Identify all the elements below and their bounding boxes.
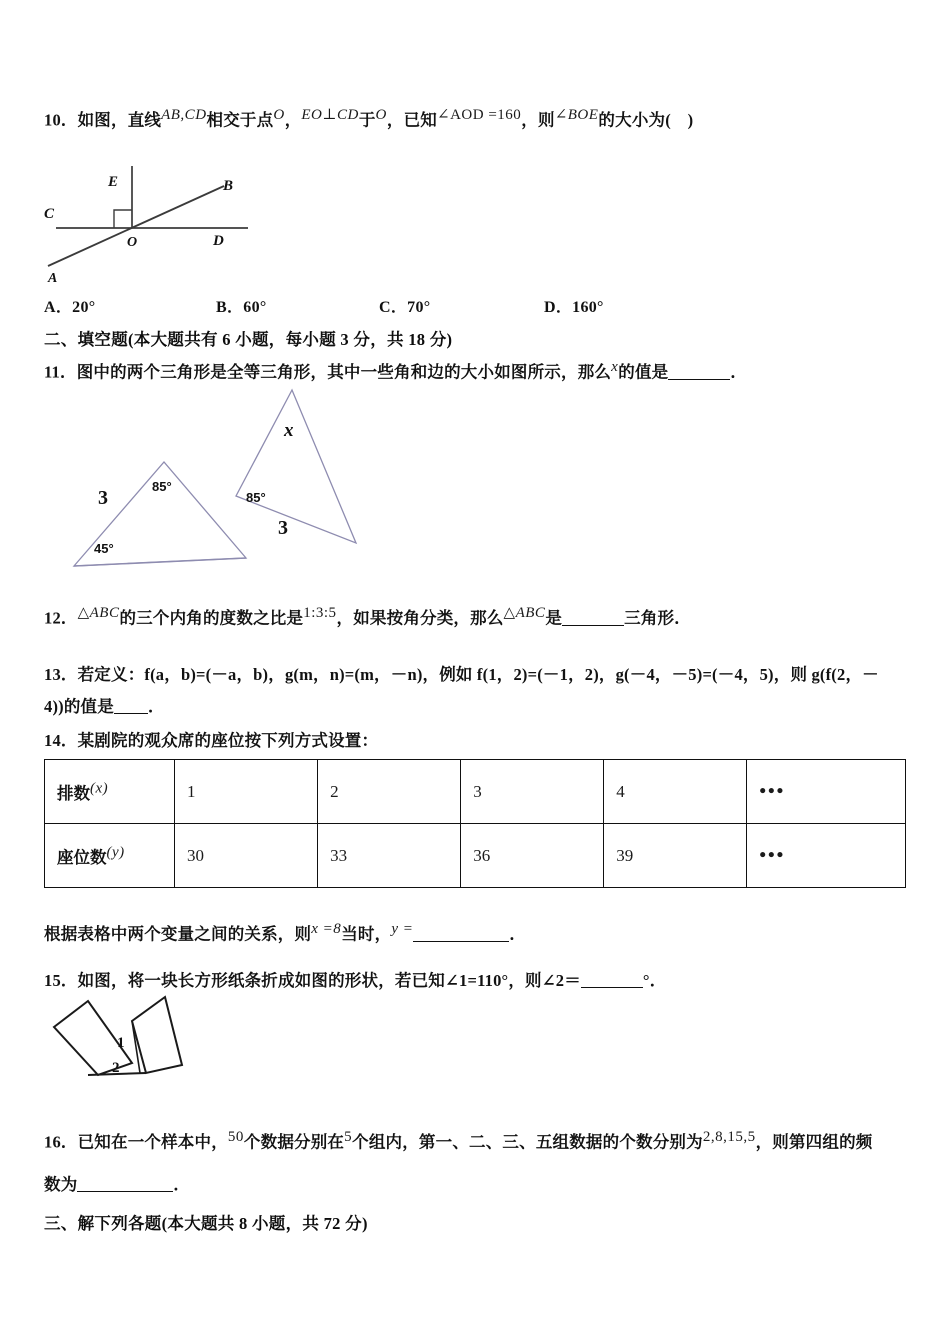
question-14-table	[44, 759, 906, 888]
table-cell: 33	[318, 824, 461, 888]
question-16-part2: 个数据分别在	[243, 1132, 345, 1152]
question-11-text	[44, 356, 914, 385]
option-d[interactable]	[544, 294, 604, 317]
question-16-sup-50: 50	[227, 1129, 244, 1145]
question-14-footer-sup-y: y =	[391, 921, 414, 937]
question-16-sup-counts: 2,8,15,5	[702, 1129, 756, 1145]
section-3-heading: 三、解下列各题(本大题共 8 小题，共 72 分)	[44, 1214, 368, 1233]
angle-label-2: 2	[112, 1060, 120, 1076]
question-10-sup-point-o1: O	[273, 107, 285, 123]
table-row-seats	[45, 824, 906, 888]
question-10-part7: 的大小为( )	[598, 110, 694, 130]
line-ab	[48, 186, 224, 266]
question-14-blank[interactable]	[413, 941, 509, 942]
question-15-text	[44, 968, 914, 994]
table-cell: 36	[461, 824, 604, 888]
option-a-value: 20°	[72, 299, 96, 316]
label-D: D	[213, 233, 224, 249]
question-16-sup-5: 5	[344, 1129, 353, 1145]
question-12-part1: 的三个内角的度数之比是	[119, 608, 304, 628]
question-13-blank[interactable]	[114, 713, 148, 714]
question-12-part2: ，如果按角分类，那么	[336, 608, 504, 628]
left-triangle-apex-angle: 85°	[152, 479, 172, 494]
right-triangle-angle: 85°	[246, 490, 266, 505]
question-10-part4: 于	[358, 110, 376, 130]
question-16-part1: 已知在一个样本中，	[77, 1132, 228, 1152]
table-header-seat-count-var: (y)	[106, 844, 125, 860]
question-14-footer-part2: 当时，	[341, 924, 392, 944]
right-angle-mark-icon	[114, 210, 132, 228]
question-14-text	[44, 728, 914, 754]
question-12-text	[44, 602, 914, 631]
table-cell: 30	[175, 824, 318, 888]
question-14-footer-sup-x: x =8	[311, 921, 342, 937]
option-c[interactable]	[379, 294, 430, 317]
right-triangle	[236, 390, 356, 543]
table-cell-ellipsis: •••	[747, 824, 906, 888]
question-16-line2-text: 数为	[44, 1175, 78, 1194]
question-14-footer-part1: 根据表格中两个变量之间的关系，则	[44, 924, 312, 944]
option-b[interactable]	[216, 294, 267, 317]
question-10-figure	[36, 158, 286, 288]
question-10-sup-perpendicular: EO⊥CD	[301, 107, 359, 123]
option-d-key: D．	[544, 299, 573, 316]
question-10-part2: 相交于点	[206, 110, 274, 130]
question-10-part3: ，	[284, 110, 302, 130]
question-16-line-1	[44, 1126, 934, 1155]
question-11-figure	[60, 388, 410, 573]
question-12-sup-abc-2: △ABC	[503, 605, 546, 621]
question-10-sup-angle-aod: ∠AOD =160	[437, 107, 522, 123]
question-16-part3: 个组内，第一、二、三、五组数据的个数分别为	[352, 1132, 703, 1152]
table-cell: 39	[604, 824, 747, 888]
table-header-row-number-var: (x)	[90, 780, 109, 796]
question-12-sup-ratio: 1:3:5	[303, 605, 337, 621]
question-10-options	[44, 294, 904, 318]
table-row-rows	[45, 760, 906, 824]
question-15-body: 如图，将一块长方形纸条折成如图的形状，若已知∠1=110°，则∠2＝	[77, 971, 581, 990]
option-c-key: C．	[379, 299, 408, 316]
table-cell: 4	[604, 760, 747, 824]
intersecting-lines-diagram	[36, 158, 286, 288]
question-13-line-2	[44, 694, 934, 720]
folded-paper-strip-diagram	[40, 995, 250, 1095]
question-15-number: 15．	[44, 971, 78, 990]
table-cell: 1	[175, 760, 318, 824]
congruent-triangles-diagram	[60, 388, 410, 573]
question-10-text	[44, 104, 904, 133]
question-14-body: 某剧院的观众席的座位按下列方式设置：	[77, 731, 379, 750]
question-10-part1: 如图，直线	[77, 110, 162, 130]
question-10-sup-point-o2: O	[375, 107, 387, 123]
question-12-part3: 是	[545, 608, 563, 628]
table-cell-ellipsis: •••	[747, 760, 906, 824]
label-O: O	[127, 235, 138, 250]
question-13-body: 若定义：f(a，b)=(－a，b)，g(m，n)=(m，－n)，例如 f(1，2)=(－1，2)，g(－4，－5)=(－4，5)，则 g(f(2，－	[77, 665, 879, 684]
label-B: B	[223, 178, 234, 194]
question-16-line-2	[44, 1172, 934, 1198]
section-2-heading: 二、填空题(本大题共有 6 小题，每小题 3 分，共 18 分)	[44, 330, 453, 349]
question-16-blank[interactable]	[77, 1191, 173, 1192]
question-14-footer-period: ．	[509, 924, 527, 944]
question-10-part6: ，则	[521, 110, 555, 130]
option-d-value: 160°	[572, 299, 604, 316]
question-16-part4: ，则第四组的频	[755, 1132, 873, 1152]
table-header-row-number-label: 排数	[57, 783, 90, 803]
right-triangle-side-label-x: x	[284, 420, 294, 441]
left-triangle-base-angle: 45°	[94, 541, 114, 556]
option-b-value: 60°	[243, 299, 267, 316]
label-C: C	[44, 206, 55, 222]
question-16-period: ．	[173, 1175, 191, 1194]
question-12-number: 12．	[44, 608, 78, 628]
question-13-line-1	[44, 662, 934, 688]
table-cell: 3	[461, 760, 604, 824]
question-11-part2: 的值是	[618, 362, 669, 382]
label-E: E	[108, 174, 119, 190]
option-b-key: B．	[216, 299, 244, 316]
option-a-key: A．	[44, 299, 73, 316]
question-10-part5: ，已知	[386, 110, 437, 130]
left-triangle-base	[74, 558, 246, 566]
question-11-sup-x: x	[611, 359, 619, 375]
angle-label-1: 1	[117, 1035, 125, 1051]
question-11-blank[interactable]	[668, 379, 730, 380]
question-11-number: 11．	[44, 362, 77, 382]
left-triangle-side-label: 3	[98, 487, 108, 509]
question-12-part4: 三角形．	[624, 608, 691, 628]
question-13-period: ．	[147, 697, 165, 716]
question-14-number: 14．	[44, 731, 78, 750]
option-c-value: 70°	[407, 299, 431, 316]
question-15-blank[interactable]	[581, 987, 643, 988]
right-triangle-side-label-3: 3	[278, 517, 288, 539]
right-strip	[132, 997, 182, 1073]
question-14-footer	[44, 918, 914, 947]
table-cell: 2	[318, 760, 461, 824]
question-15-figure	[40, 995, 250, 1095]
question-11-period: ．	[730, 362, 748, 382]
table-header-row-number	[45, 760, 175, 824]
table-header-seat-count	[45, 824, 175, 888]
question-16-number: 16．	[44, 1132, 78, 1152]
label-A: A	[48, 271, 58, 286]
question-10-sup-lines: AB,CD	[161, 107, 207, 123]
question-11-part1: 图中的两个三角形是全等三角形，其中一些角和边的大小如图所示，那么	[76, 362, 612, 382]
question-12-sup-abc-1: △ABC	[77, 605, 120, 621]
question-13-line2-text: 4))的值是	[44, 697, 114, 716]
question-15-unit: °．	[642, 971, 667, 990]
question-12-blank[interactable]	[562, 625, 624, 626]
option-a[interactable]	[44, 294, 95, 317]
question-13-number: 13．	[44, 665, 78, 684]
question-10-number: 10．	[44, 110, 78, 130]
question-10-sup-angle-boe: ∠BOE	[554, 107, 599, 123]
table-header-seat-count-label: 座位数	[57, 847, 107, 867]
